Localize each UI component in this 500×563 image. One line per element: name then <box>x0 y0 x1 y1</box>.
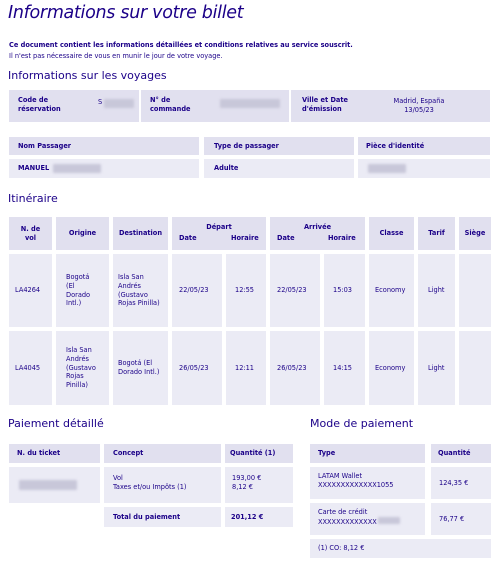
id-redacted <box>368 164 406 173</box>
issue-value <box>380 97 458 115</box>
order-label: N° de commande <box>150 96 191 113</box>
ticket-number-cell <box>9 467 100 503</box>
departure-label: Départ <box>206 223 232 231</box>
issue-city: Madrid, España <box>393 97 445 105</box>
concept-taxes: Taxes et/ou Impôts (1) <box>113 482 187 491</box>
section-title-payment-detail: Paiement détaillé <box>8 417 104 430</box>
col-fare-header: Tarif <box>418 217 455 250</box>
class-cell: Economy <box>369 331 414 405</box>
arr-date-cell: 26/05/23 <box>270 331 320 405</box>
col-arrival-header <box>270 217 365 250</box>
payment-qty-header: Quantité <box>431 444 491 463</box>
quantity-header: Quantité (1) <box>225 444 293 463</box>
seat-cell <box>459 254 491 327</box>
flight-number-cell: LA4264 <box>9 254 52 327</box>
intro-text: Il n'est pas nécessaire de vous en munir le jour de votre voyage. <box>9 52 223 60</box>
dep-date-cell: 22/05/23 <box>172 254 222 327</box>
destination-cell: Bogotá (El Dorado Intl.) <box>113 331 168 405</box>
payment-method-cell <box>310 467 425 499</box>
concept-flight: Vol <box>113 474 123 482</box>
fare-cell: Light <box>418 254 455 327</box>
col-flight-header: N. de vol <box>9 217 52 250</box>
card-number-redacted <box>378 517 400 524</box>
amount-cell <box>225 467 293 503</box>
passenger-name-header: Nom Passager <box>9 137 199 155</box>
reservation-label: Code de réservation <box>18 96 61 113</box>
class-cell: Economy <box>369 254 414 327</box>
concept-header: Concept <box>104 444 221 463</box>
passenger-surname-redacted <box>53 164 101 173</box>
issue-date: 13/05/23 <box>404 105 434 114</box>
arr-time-cell: 14:15 <box>324 331 365 405</box>
col-seat-header: Siège <box>459 217 491 250</box>
ticket-number-redacted <box>19 480 77 490</box>
section-title-voyages: Informations sur les voyages <box>8 69 167 82</box>
payment-type-header: Type <box>310 444 425 463</box>
payment-note: (1) CO: 8,12 € <box>310 539 491 558</box>
origin-cell: Isla San Andrés (Gustavo Rojas Pinilla) <box>56 331 109 405</box>
destination-cell: Isla San Andrés (Gustavo Rojas Pinilla) <box>113 254 168 327</box>
payment-amount-cell: 124,35 € <box>431 467 491 499</box>
id-header: Pièce d'identité <box>358 137 490 155</box>
ticket-number-header: N. du ticket <box>9 444 100 463</box>
payment-amount-cell: 76,77 € <box>431 503 491 535</box>
id-cell <box>358 159 490 178</box>
seat-cell <box>459 331 491 405</box>
section-title-itinerary: Itinéraire <box>8 192 58 205</box>
concept-cell <box>104 467 221 503</box>
arrival-date-label: Date <box>277 234 295 242</box>
departure-date-label: Date <box>179 234 197 242</box>
amount-flight: 193,00 € <box>232 474 262 482</box>
reservation-value: S <box>98 98 103 106</box>
origin-cell: Bogotá (El Dorado Intl.) <box>56 254 109 327</box>
payment-method-number: XXXXXXXXXXXXX <box>318 517 425 527</box>
passenger-type-header: Type de passager <box>204 137 354 155</box>
intro-text-bold: Ce document contient les informations détaillées et conditions relatives au service souscrit. <box>9 41 353 49</box>
order-redacted <box>220 99 280 108</box>
flight-number-cell: LA4045 <box>9 331 52 405</box>
arr-time-cell: 15:03 <box>324 254 365 327</box>
arr-date-cell: 22/05/23 <box>270 254 320 327</box>
col-departure-header <box>172 217 266 250</box>
section-title-payment-mode: Mode de paiement <box>310 417 414 430</box>
departure-time-label: Horaire <box>231 234 259 242</box>
payment-method-name: LATAM Wallet <box>318 472 363 480</box>
amount-taxes: 8,12 € <box>232 482 253 491</box>
fare-cell: Light <box>418 331 455 405</box>
issue-label: Ville et Date d'émission <box>302 96 349 113</box>
dep-date-cell: 26/05/23 <box>172 331 222 405</box>
passenger-type-cell: Adulte <box>204 159 354 178</box>
col-origin-header: Origine <box>56 217 109 250</box>
payment-method-name: Carte de crédit <box>318 508 368 516</box>
reservation-redacted <box>104 99 134 108</box>
arrival-label: Arrivée <box>303 223 332 231</box>
col-destination-header: Destination <box>113 217 168 250</box>
dep-time-cell: 12:55 <box>226 254 266 327</box>
payment-method-cell <box>310 503 425 535</box>
total-label-cell: Total du paiement <box>104 507 221 527</box>
page-title: Informations sur votre billet <box>8 3 244 23</box>
total-value-cell: 201,12 € <box>225 507 293 527</box>
arrival-time-label: Horaire <box>328 234 356 242</box>
passenger-name-cell <box>9 159 199 178</box>
col-class-header: Classe <box>369 217 414 250</box>
payment-method-number: XXXXXXXXXXXXX1055 <box>318 480 394 489</box>
passenger-name: MANUEL <box>18 164 50 173</box>
dep-time-cell: 12:11 <box>226 331 266 405</box>
